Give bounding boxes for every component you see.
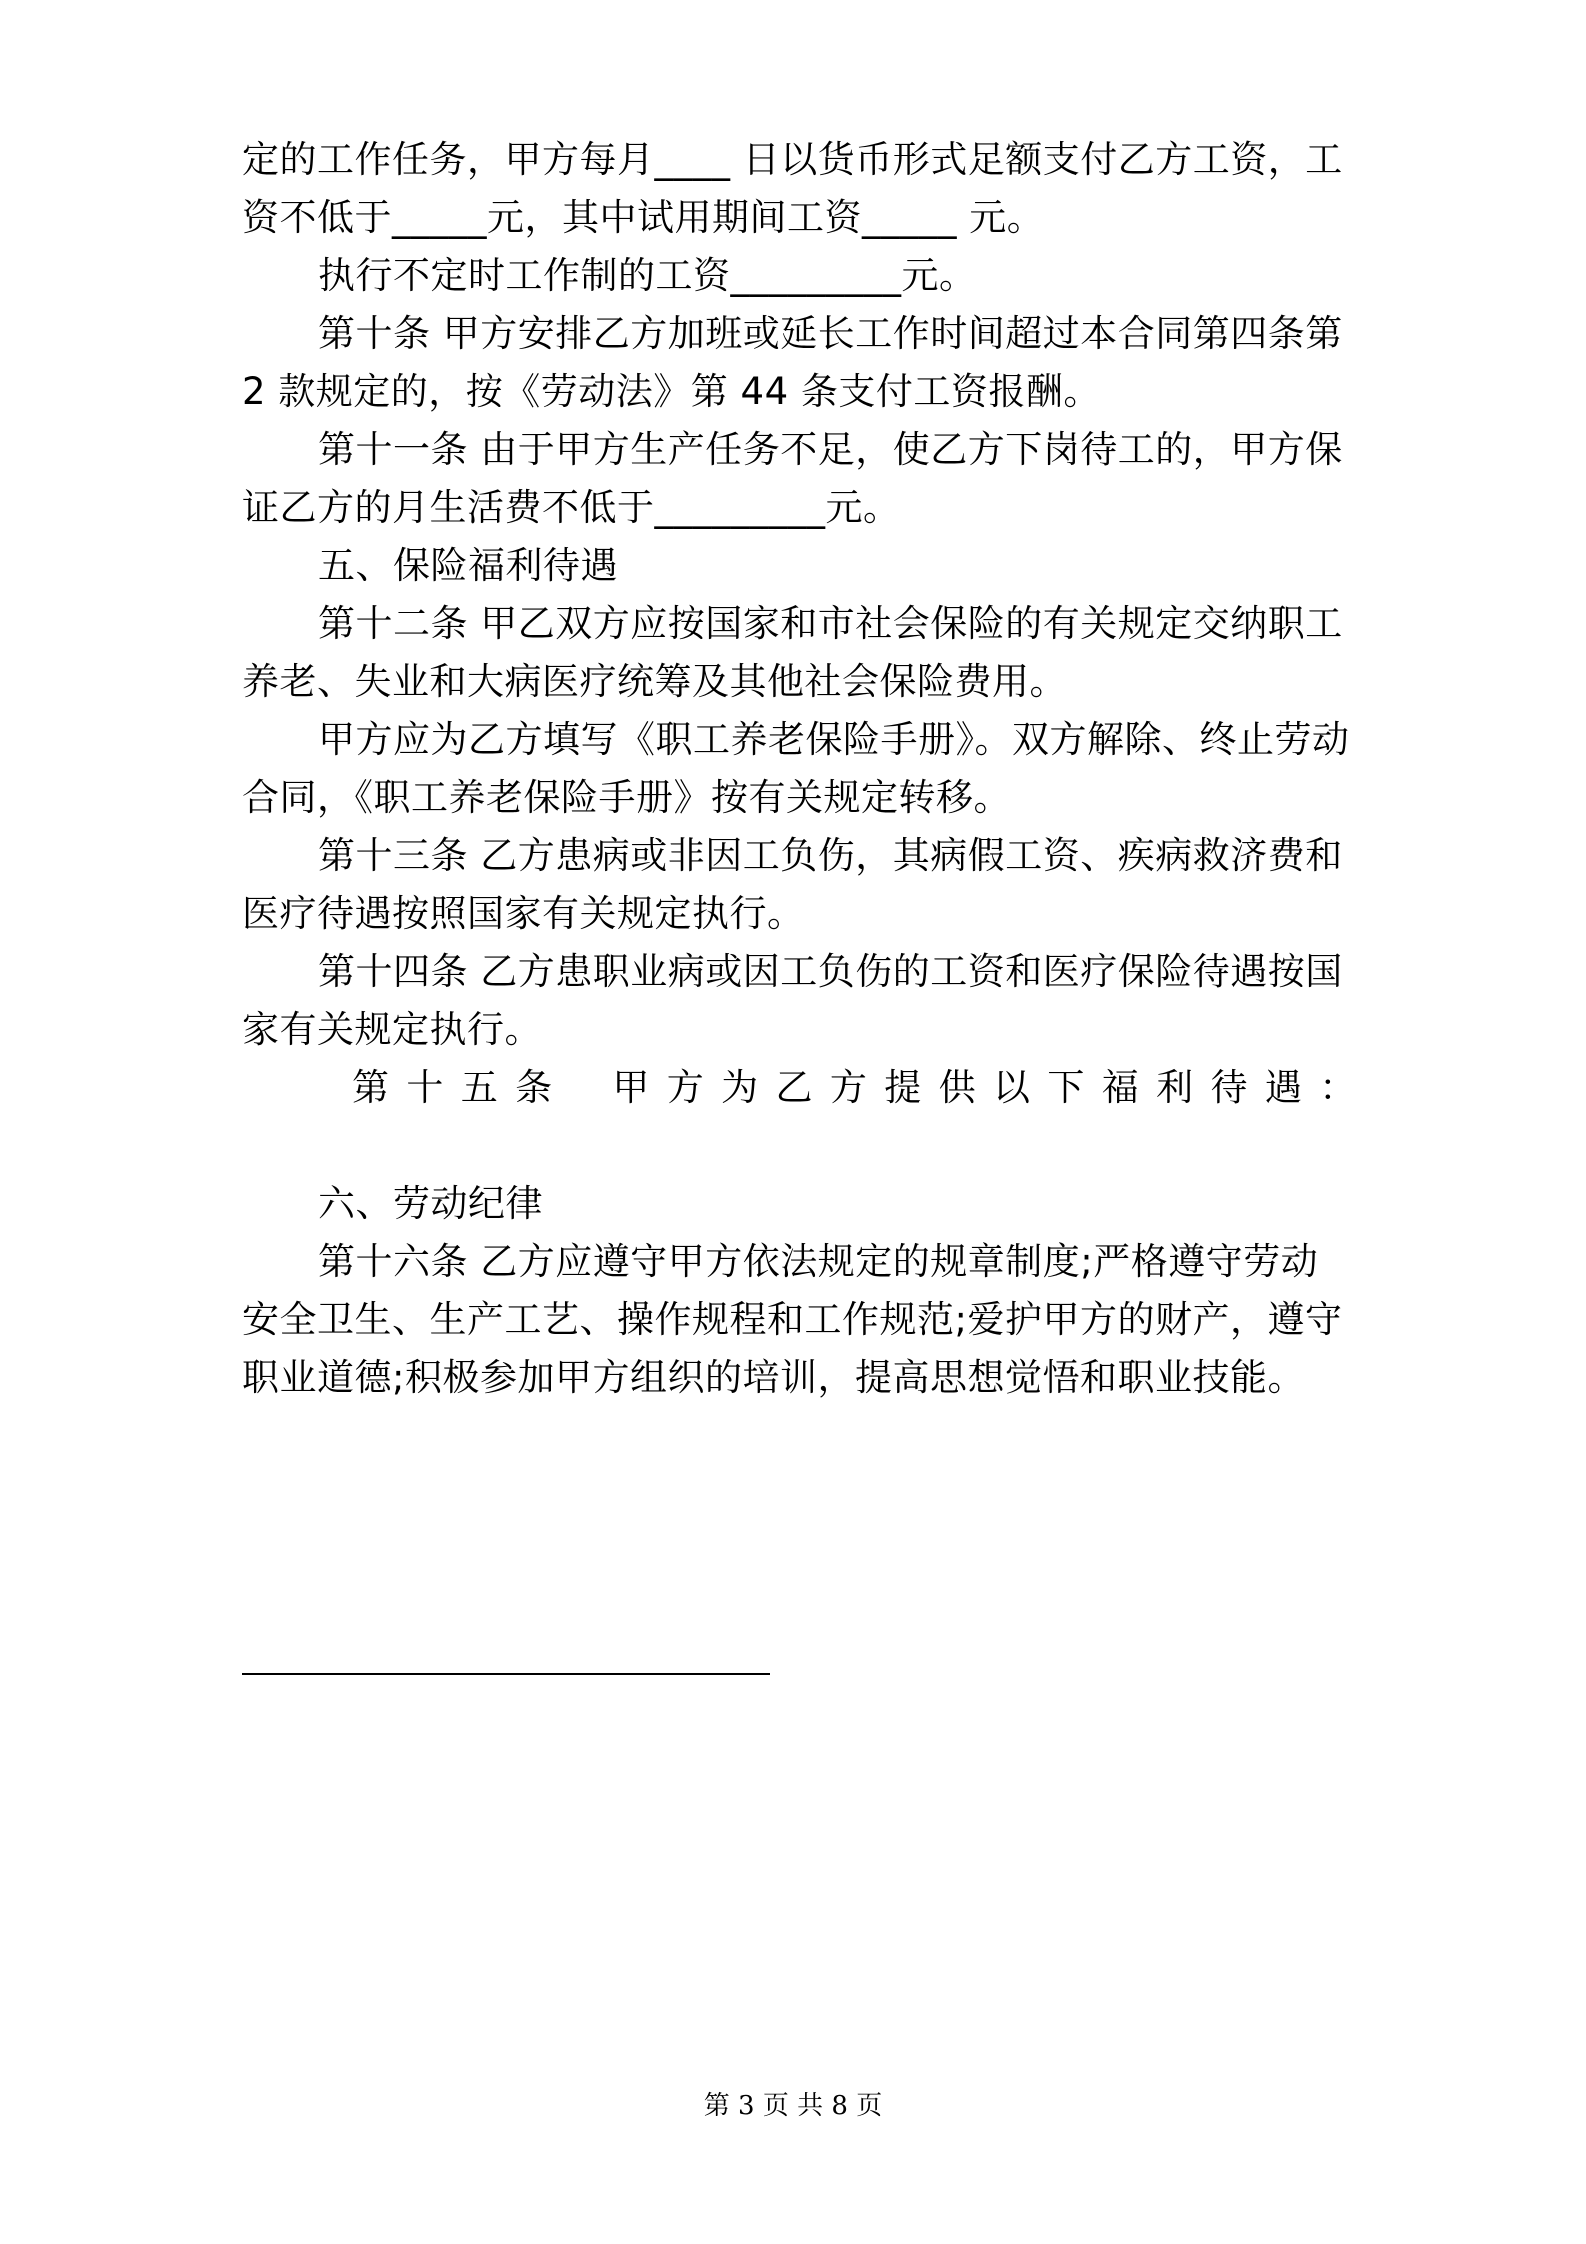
- text-line: 合同，《职工养老保险手册》按有关规定转移。: [242, 776, 1011, 819]
- article-15-text-char: 利: [1156, 1066, 1194, 1109]
- article-15-text-char: 提: [884, 1066, 922, 1109]
- article-15-line: [352, 1063, 1357, 1113]
- text-line: 2 款规定的，按《劳动法》第 44 条支付工资报酬。: [242, 370, 1101, 413]
- text-line: 养老、失业和大病医疗统筹及其他社会保险费用。: [242, 660, 1067, 703]
- blank-fill-line: [242, 1673, 770, 1675]
- text-line: 第十四条 乙方患职业病或因工负伤的工资和医疗保险待遇按国: [318, 950, 1343, 993]
- article-15-text-char: 为: [721, 1066, 759, 1109]
- article-15-text-char: 福: [1101, 1066, 1140, 1109]
- text-line: 定的工作任务，甲方每月____ 日以货币形式足额支付乙方工资，工: [242, 138, 1343, 181]
- text-line: 第十六条 乙方应遵守甲方依法规定的规章制度;严格遵守劳动: [318, 1240, 1319, 1283]
- text-line: 资不低于_____元，其中试用期间工资_____ 元。: [242, 196, 1045, 239]
- article-15-text-char: ：: [1319, 1066, 1357, 1109]
- article-15-text-char: 下: [1047, 1066, 1085, 1109]
- article-15-text-char: 遇: [1264, 1066, 1303, 1109]
- text-line: 医疗待遇按照国家有关规定执行。: [242, 892, 805, 935]
- page-number: 第 3 页 共 8 页: [703, 2091, 883, 2121]
- text-line: 职业道德;积极参加甲方组织的培训，提高思想觉悟和职业技能。: [242, 1356, 1305, 1399]
- article-15-title-char: 五: [460, 1066, 499, 1109]
- section-heading: 五、保险福利待遇: [318, 544, 618, 587]
- text-line: 第十条 甲方安排乙方加班或延长工作时间超过本合同第四条第: [318, 312, 1343, 355]
- article-15-title-char: 十: [406, 1066, 444, 1109]
- text-line: 甲方应为乙方填写《职工养老保险手册》。双方解除、终止劳动: [318, 718, 1350, 761]
- section-heading: 六、劳动纪律: [318, 1182, 543, 1225]
- article-15-text-char: 方: [666, 1066, 705, 1109]
- article-15-text-char: 方: [829, 1066, 868, 1109]
- text-line: 执行不定时工作制的工资_________元。: [318, 254, 977, 297]
- article-15-title-char: 条: [515, 1066, 553, 1109]
- article-15-text-char: 以: [993, 1066, 1031, 1109]
- text-line: 第十三条 乙方患病或非因工负伤，其病假工资、疾病救济费和: [318, 834, 1343, 877]
- article-15-text-char: 供: [938, 1066, 977, 1109]
- text-line: 证乙方的月生活费不低于_________元。: [242, 486, 901, 529]
- article-15-text-char: 待: [1210, 1066, 1248, 1109]
- article-15-title-char: 第: [352, 1066, 390, 1109]
- article-15-text-char: 乙: [775, 1066, 813, 1109]
- text-line: 第十二条 甲乙双方应按国家和市社会保险的有关规定交纳职工: [318, 602, 1343, 645]
- article-spacer: [570, 1063, 596, 1113]
- text-line: 第十一条 由于甲方生产任务不足，使乙方下岗待工的，甲方保: [318, 428, 1343, 471]
- text-line: 安全卫生、生产工艺、操作规程和工作规范;爱护甲方的财产，遵守: [242, 1298, 1343, 1341]
- text-line: 家有关规定执行。: [242, 1008, 542, 1051]
- article-15-text-char: 甲: [612, 1066, 650, 1109]
